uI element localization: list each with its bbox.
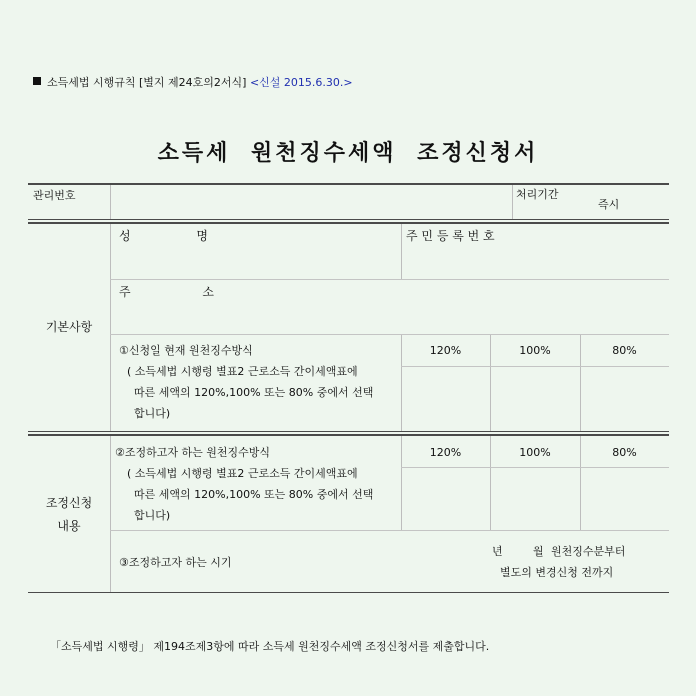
table-bottom-border [28,592,669,593]
desired-option-80: 80% [612,446,637,459]
month-label: 월 [533,545,544,558]
cell-border [110,436,111,592]
current-option-120: 120% [429,344,462,357]
desired-method-desc-2: 따른 세액의 120%,100% 또는 80% 중에서 선택 [134,488,374,501]
adjust-section-label-1: 조정신청 [45,496,93,510]
row-divider [28,222,669,224]
address-field[interactable] [112,302,668,332]
current-option-100: 100% [519,344,551,357]
current-method-desc-3: 합니다) [134,407,171,420]
current-method-desc-2: 따른 세액의 120%,100% 또는 80% 중에서 선택 [134,386,374,399]
desired-check-80[interactable] [581,469,668,529]
mgmt-no-label: 관리번호 [33,189,76,202]
submission-statement: 「소득세법 시행령」 제194조제3항에 따라 소득세 원천징수세액 조정신청서를 제출합니다. [50,640,490,653]
cell-border [401,366,669,367]
processing-period-label: 처리기간 [516,188,559,201]
basic-section-label: 기본사항 [45,320,93,334]
current-check-120[interactable] [402,368,489,430]
desired-method-title: ②조정하고자 하는 원천징수방식 [115,446,270,459]
adjust-timing-title: ③조정하고자 하는 시기 [119,556,232,569]
year-field[interactable] [420,541,490,561]
cell-border [512,185,513,219]
desired-option-120: 120% [429,446,462,459]
desired-option-100: 100% [519,446,551,459]
timing-until-text: 별도의 변경신청 전까지 [500,566,614,579]
current-check-100[interactable] [491,368,579,430]
law-reference: 소득세법 시행규칙 [별지 제24호의2서식] [47,76,247,89]
name-label: 성 명 [119,229,208,243]
square-bullet-icon [33,77,41,85]
desired-method-desc-1: ( 소득세법 시행령 별표2 근로소득 간이세액표에 [127,467,358,480]
cell-border [110,334,669,335]
section-divider [28,434,669,436]
amendment-note: <신설 2015.6.30.> [249,76,353,89]
cell-border [110,185,111,219]
table-top-border [28,183,669,185]
processing-period-value: 즉시 [598,198,620,211]
mgmt-no-field[interactable] [112,186,510,218]
desired-method-desc-3: 합니다) [134,509,171,522]
cell-border [110,224,111,431]
address-label: 주 소 [119,285,214,299]
name-field[interactable] [112,246,400,278]
current-method-title: ①신청일 현재 원천징수방식 [119,344,253,357]
current-option-80: 80% [612,344,637,357]
desired-check-120[interactable] [402,469,489,529]
form-header [33,76,353,89]
cell-border [110,530,669,531]
current-check-80[interactable] [581,368,668,430]
form-title: 소득세 원천징수세액 조정신청서 [157,141,539,166]
adjust-section-label-2: 내용 [57,519,81,533]
desired-check-100[interactable] [491,469,579,529]
section-divider [28,431,669,432]
current-method-desc-1: ( 소득세법 시행령 별표2 근로소득 간이세액표에 [127,365,358,378]
cell-border [110,279,669,280]
cell-border [401,467,669,468]
month-field[interactable] [506,541,530,561]
row-divider [28,219,669,220]
rrn-label: 주 민 등 록 번 호 [406,229,495,243]
timing-from-text: 원천징수분부터 [551,545,626,558]
rrn-field[interactable] [403,246,668,278]
year-label: 년 [492,545,503,558]
cell-border [401,224,402,279]
